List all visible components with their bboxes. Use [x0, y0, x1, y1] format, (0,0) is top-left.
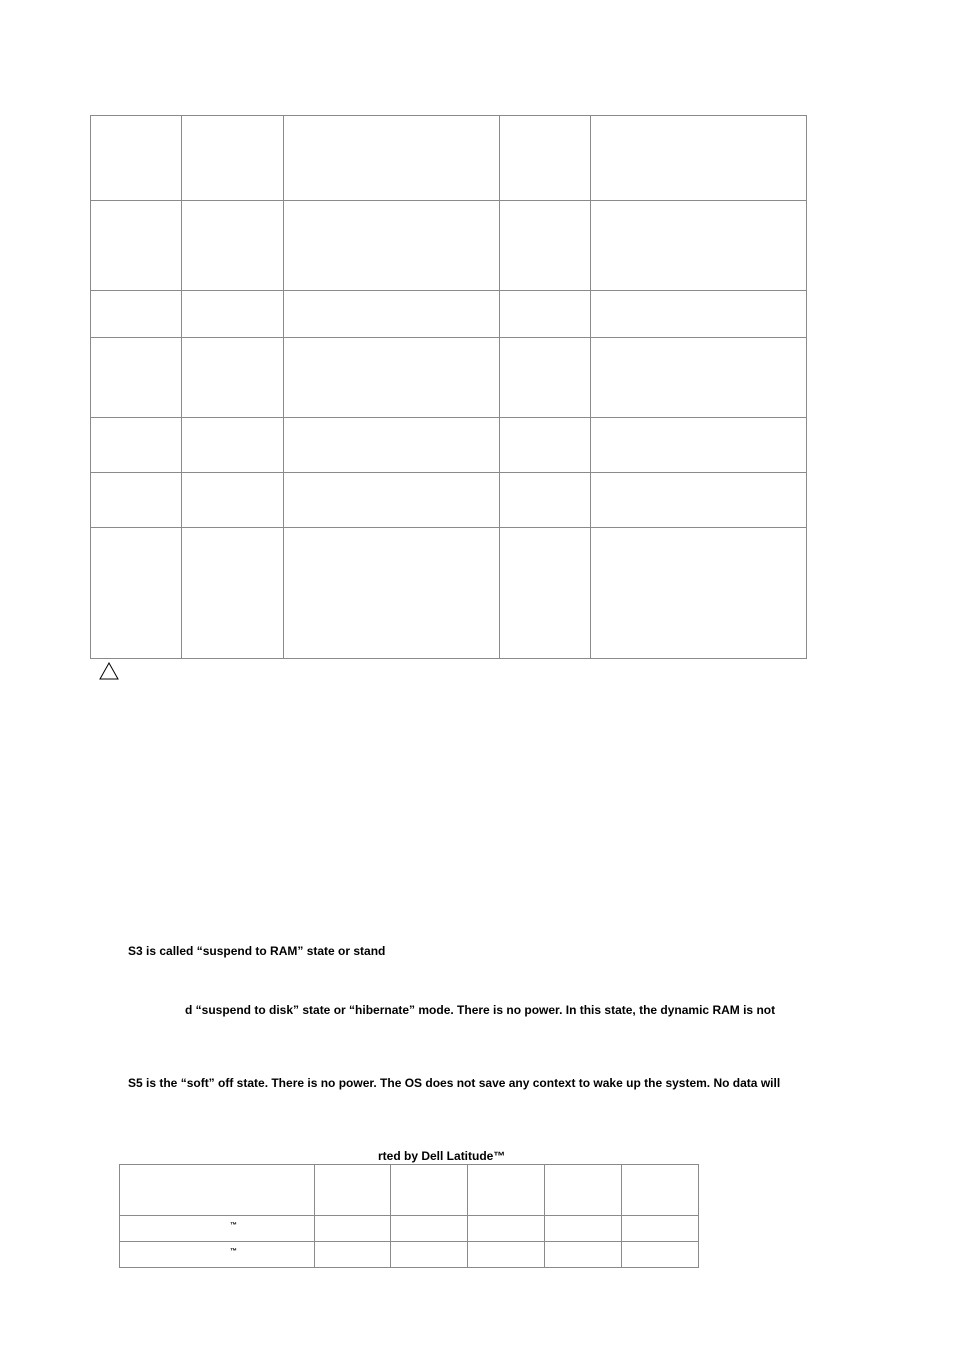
table-row — [91, 338, 807, 418]
table-row — [91, 473, 807, 528]
trademark-mark: ™ — [230, 1222, 237, 1229]
table-row — [91, 291, 807, 338]
support-table — [119, 1164, 699, 1268]
caution-triangle-icon — [99, 662, 119, 680]
table-row — [91, 201, 807, 291]
table-row — [91, 528, 807, 659]
table-row — [120, 1216, 699, 1242]
trademark-mark: ™ — [230, 1248, 237, 1255]
paragraph-s3: S3 is called “suspend to RAM” state or stand — [128, 944, 386, 958]
table-row — [120, 1165, 699, 1216]
table-row — [91, 116, 807, 201]
table-row — [120, 1242, 699, 1268]
table-row — [91, 418, 807, 473]
paragraph-s4: d “suspend to disk” state or “hibernate” mode. There is no power. In this state, the dynamic RAM is not — [185, 1003, 776, 1017]
main-table — [90, 115, 807, 659]
paragraph-s5: S5 is the “soft” off state. There is no power. The OS does not save any context to wake up the system. No data will — [128, 1076, 781, 1090]
table-caption: rted by Dell Latitude™ — [378, 1149, 506, 1163]
